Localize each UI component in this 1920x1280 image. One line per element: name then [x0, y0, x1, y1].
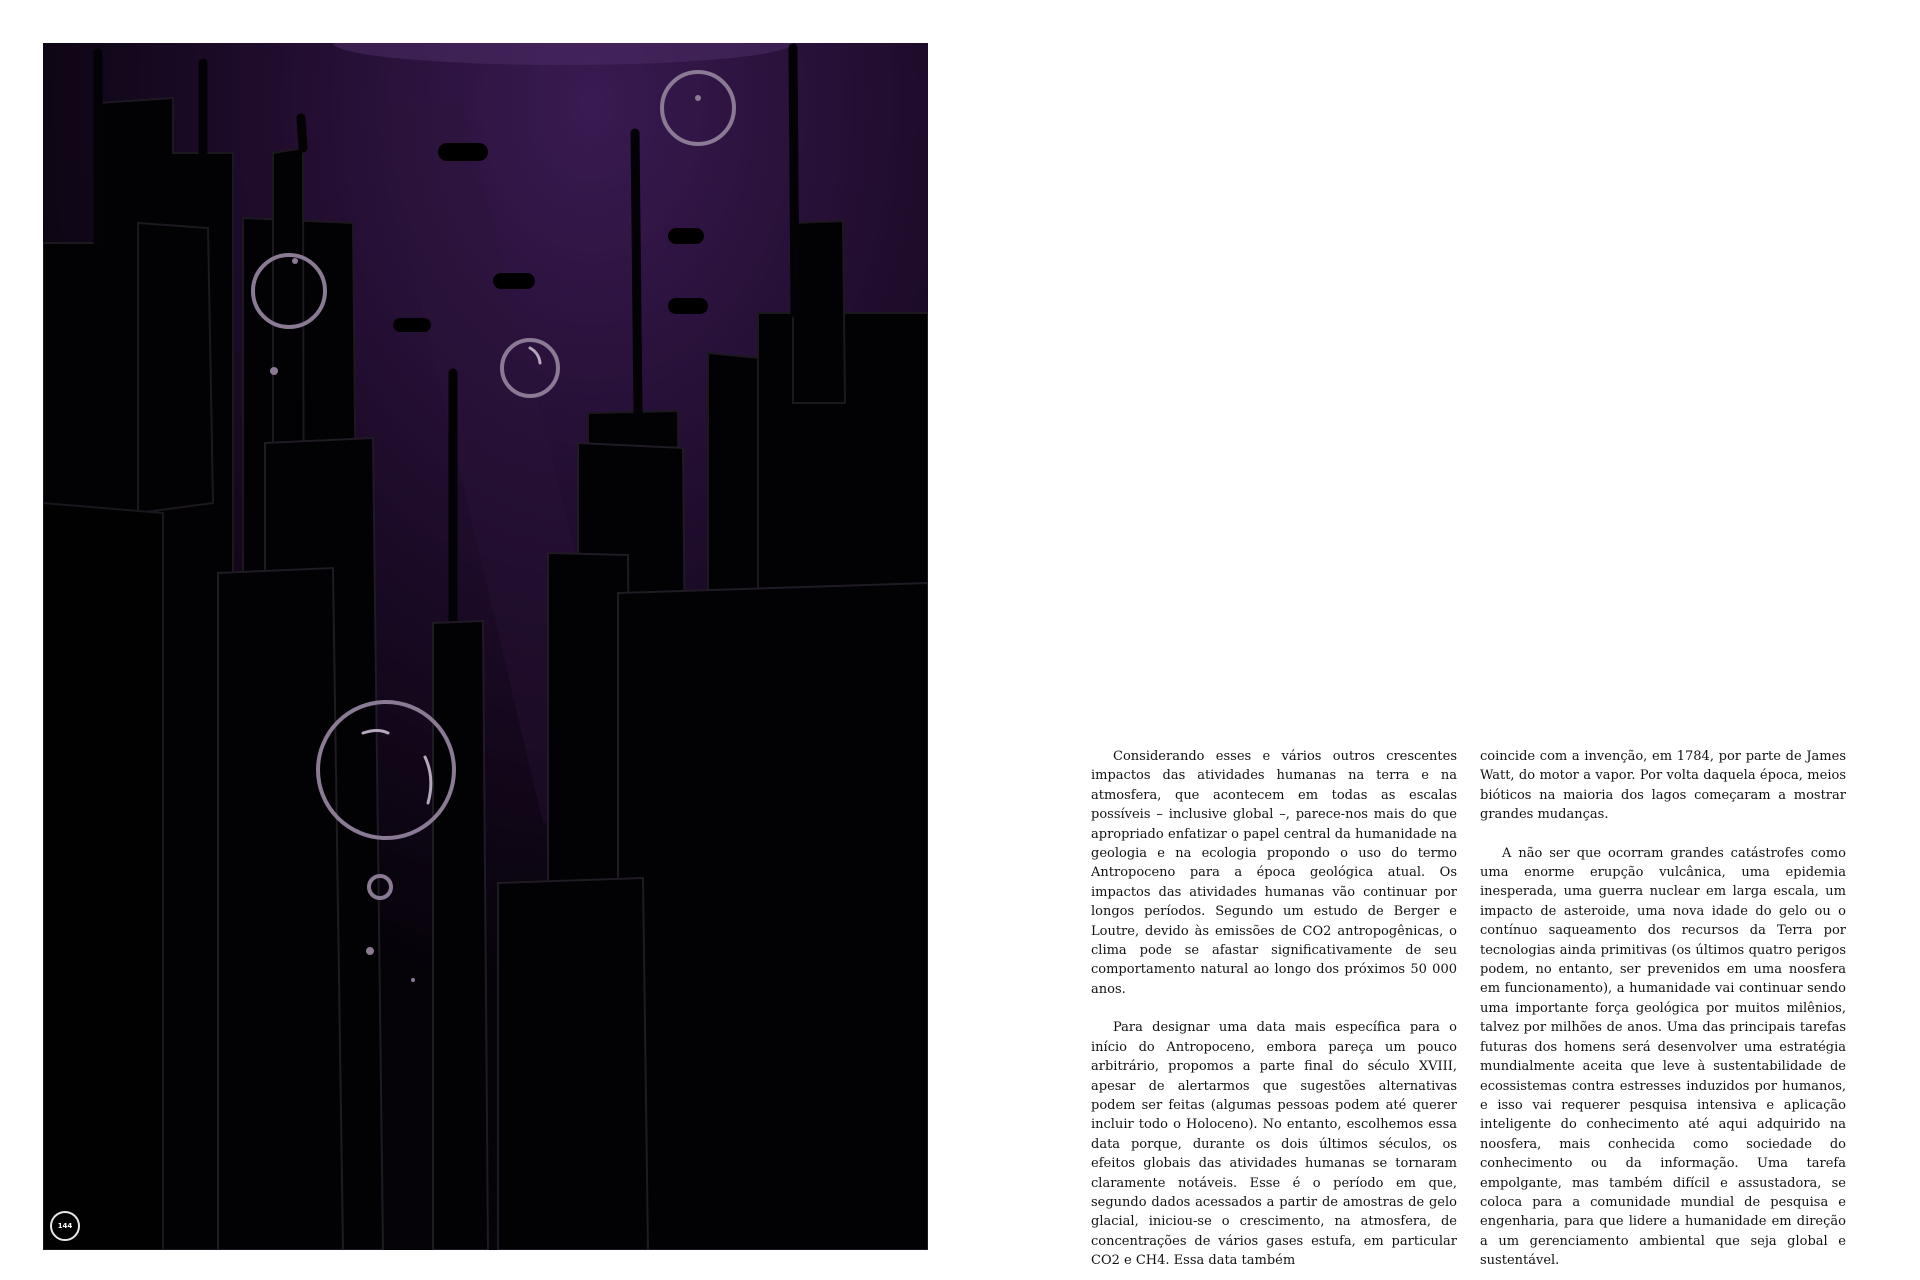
page-number: 144	[50, 1211, 80, 1241]
paragraph: coincide com a invenção, em 1784, por parte de James Watt, do motor a vapor. Por volta daquela época, meios bióticos na maioria dos lagos começaram a mostrar grandes mudanças.	[1480, 749, 1846, 823]
text-column-left	[1091, 747, 1457, 1271]
paragraph: Considerando esses e vários outros crescentes impactos das atividades humanas na terra e na atmosfera, que acontecem em todas as escalas possíveis – inclusive global –, parece-nos mais do que apropriado enfatizar o papel central da humanidade na geologia e na ecologia propondo o uso do termo Antropoceno para a época geológica atual. Os impactos das atividades humanas vão continuar por longos períodos. Segundo um estudo de Berger e Loutre, devido às emissões de CO2 antropogênicas, o clima pode se afastar significativamente de seu comportamento natural ao longo dos próximos 50 000 anos.	[1091, 749, 1457, 997]
paragraph: A não ser que ocorram grandes catástrofes como uma enorme erupção vulcânica, uma epidemia inesperada, uma guerra nuclear em larga escala, um impacto de asteroide, uma nova idade do gelo ou o contínuo saqueamento dos recursos da Terra por tecnologias ainda primitivas (os últimos quatro perigos podem, no entanto, ser prevenidos em uma noosfera em funcionamento), a humanidade vai continuar sendo uma importante força geológica por muitos milênios, talvez por milhões de anos. Uma das principais tarefas futuras dos homens será desenvolver uma estratégia mundialmente aceita que leve à sustentabilidade de ecossistemas contra estresses induzidos por humanos, e isso vai requerer pesquisa intensiva e aplicação inteligente do conhecimento até aqui adquirido na noosfera, mais conhecida como sociedade do conhecimento ou da informação. Uma tarefa empolgante, mas também difícil e assustadora, se coloca para a comunidade mundial de pesquisa e engenharia, para que lidere a humanidade em direção a um gerenciamento ambiental que seja global e sustentável.	[1480, 845, 1846, 1269]
skyline-drawing	[43, 43, 928, 1250]
city-illustration	[43, 43, 928, 1250]
text-column-right	[1480, 747, 1846, 1271]
paragraph: Para designar uma data mais específica para o início do Antropoceno, embora pareça um pouco arbitrário, propomos a parte final do século XVIII, apesar de alertarmos que sugestões alternativas podem ser feitas (algumas pessoas podem até querer incluir todo o Holoceno). No entanto, escolhemos essa data porque, durante os dois últimos séculos, os efeitos globais das atividades humanas se tornaram claramente notáveis. Esse é o período em que, segundo dados acessados a partir de amostras de gelo glacial, iniciou-se o crescimento, na atmosfera, de concentrações de vários gases estufa, em particular CO2 e CH4. Essa data também	[1091, 1020, 1457, 1269]
